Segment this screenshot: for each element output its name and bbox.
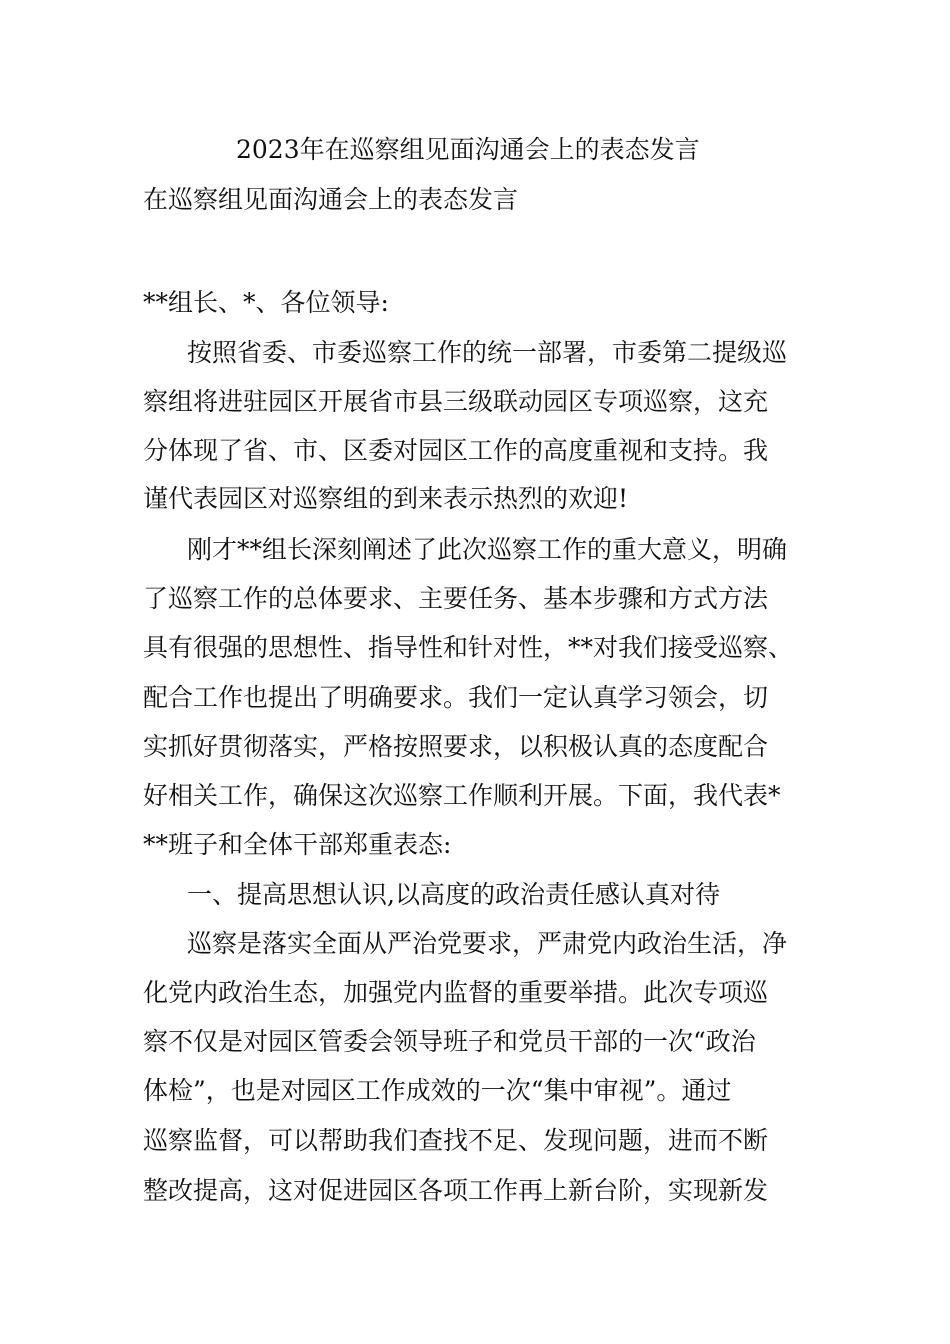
body-line: 化党内政治生态，加强党内监督的重要举措。此次专项巡 xyxy=(143,978,769,1007)
body-line: 谨代表园区对巡察组的到来表示热烈的欢迎! xyxy=(143,484,629,513)
body-line: 刚才**组长深刻阐述了此次巡察工作的重大意义，明确 xyxy=(187,535,788,564)
body-line: 分体现了省、市、区委对园区工作的高度重视和支持。我 xyxy=(143,436,769,465)
body-line: 按照省委、市委巡察工作的统一部署，市委第二提级巡 xyxy=(187,338,788,367)
body-line: **班子和全体干部郑重表态: xyxy=(143,830,452,859)
body-line: 整改提高，这对促进园区各项工作再上新台阶，实现新发 xyxy=(143,1176,769,1205)
body-line: 体检”，也是对园区工作成效的一次“集中审视”。通过 xyxy=(143,1076,732,1105)
salutation: **组长、*、各位领导: xyxy=(143,288,389,317)
document-title: 2023年在巡察组见面沟通会上的表态发言 xyxy=(236,135,700,164)
body-line: 巡察是落实全面从严治党要求，严肃党内政治生活，净 xyxy=(187,929,788,958)
body-line: 具有很强的思想性、指导性和针对性，**对我们接受巡察、 xyxy=(143,633,794,662)
section-heading: 一、提高思想认识,以高度的政治责任感认真对待 xyxy=(187,880,720,909)
body-line: 了巡察工作的总体要求、主要任务、基本步骤和方式方法 xyxy=(143,584,769,613)
body-line: 巡察监督，可以帮助我们查找不足、发现问题，进而不断 xyxy=(143,1126,769,1155)
body-line: 实抓好贯彻落实，严格按照要求，以积极认真的态度配合 xyxy=(143,732,769,761)
body-line: 察不仅是对园区管委会领导班子和党员干部的一次“政治 xyxy=(143,1027,756,1056)
body-line: 好相关工作，确保这次巡察工作顺利开展。下面，我代表* xyxy=(143,781,781,810)
document-subtitle: 在巡察组见面沟通会上的表态发言 xyxy=(143,185,519,214)
body-line: 配合工作也提出了明确要求。我们一定认真学习领会，切 xyxy=(143,683,769,712)
body-line: 察组将进驻园区开展省市县三级联动园区专项巡察，这充 xyxy=(143,387,769,416)
